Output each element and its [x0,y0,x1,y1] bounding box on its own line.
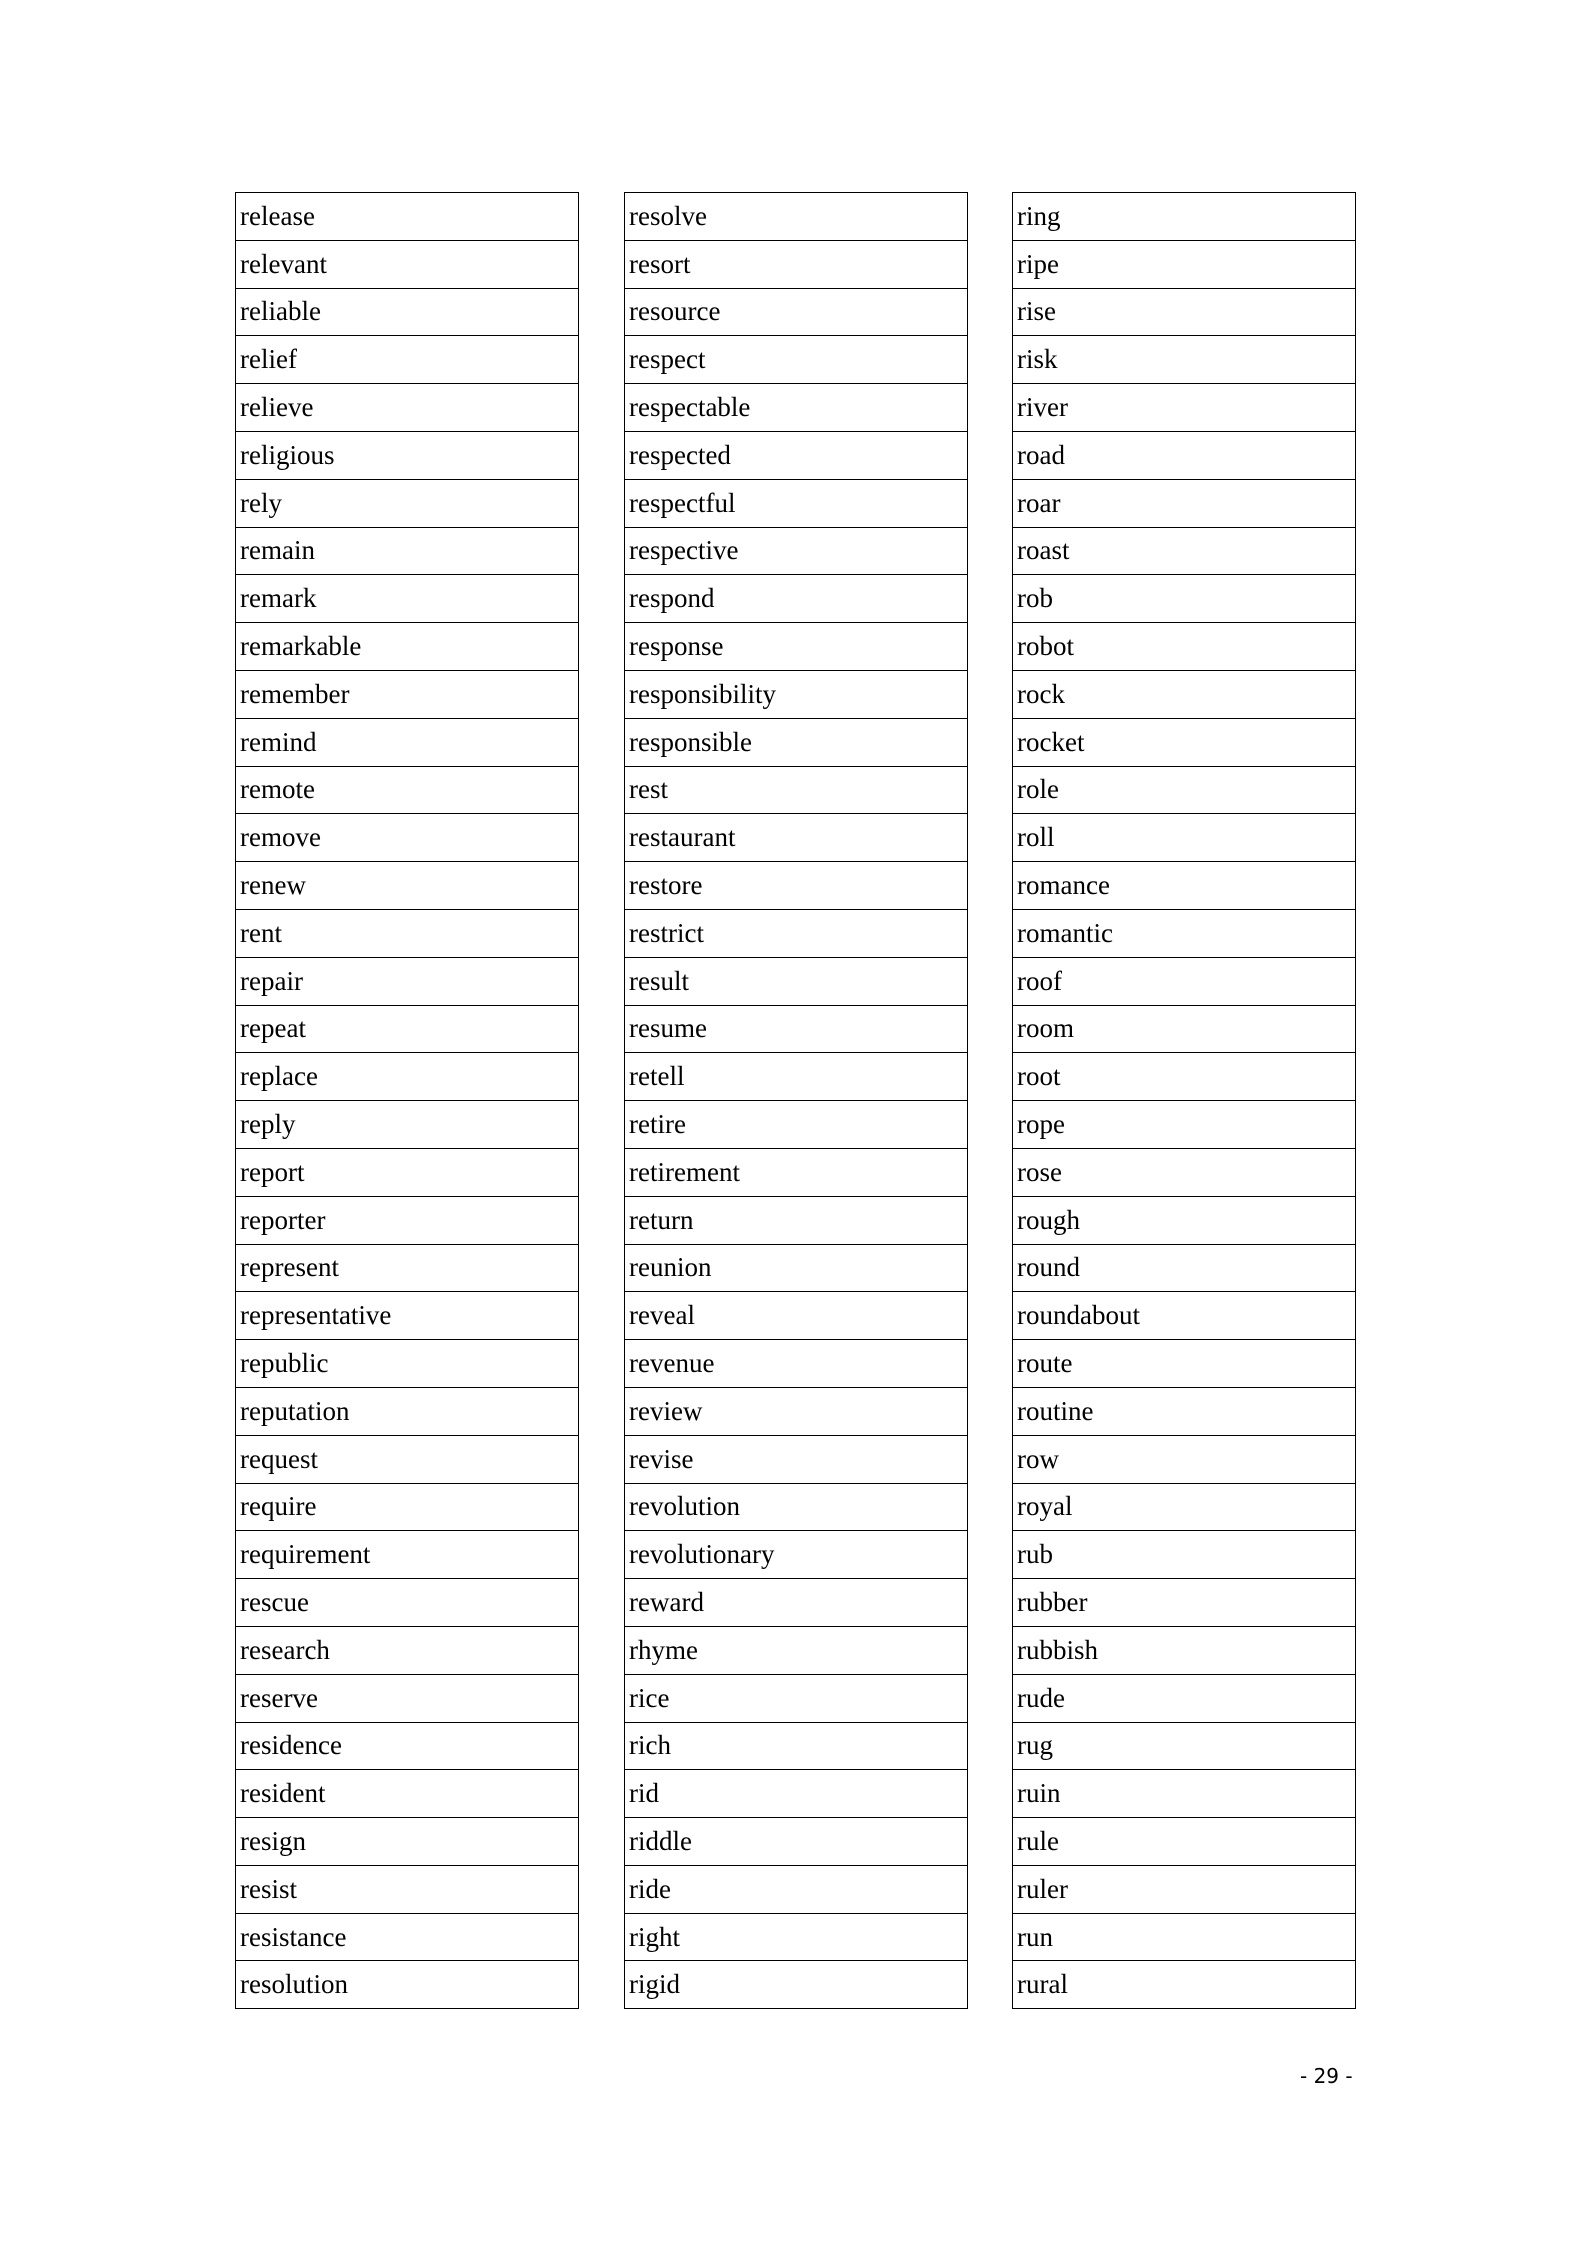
word-cell: require [236,1483,579,1531]
word-row [1013,1196,1356,1244]
word-row [625,814,968,862]
word-row [625,1770,968,1818]
word-cell: rent [236,909,579,957]
word-row [1013,384,1356,432]
word-cell: resume [625,1005,968,1053]
word-cell: rid [625,1770,968,1818]
word-row [625,1005,968,1053]
word-row [1013,1292,1356,1340]
word-cell: roast [1013,527,1356,575]
word-cell: revise [625,1435,968,1483]
word-cell: row [1013,1435,1356,1483]
word-row [236,1961,579,2009]
word-row [236,431,579,479]
word-cell: rob [1013,575,1356,623]
word-row [236,1005,579,1053]
word-row [625,623,968,671]
word-cell: ride [625,1865,968,1913]
word-row [236,1483,579,1531]
word-cell: remind [236,718,579,766]
word-row [625,1148,968,1196]
word-cell: rough [1013,1196,1356,1244]
word-cell: rhyme [625,1626,968,1674]
word-cell: rural [1013,1961,1356,2009]
word-cell: response [625,623,968,671]
word-row [1013,288,1356,336]
word-row [1013,1674,1356,1722]
word-row [1013,670,1356,718]
word-cell: retirement [625,1148,968,1196]
word-cell: reputation [236,1387,579,1435]
word-row [1013,1387,1356,1435]
word-cell: requirement [236,1531,579,1579]
word-cell: resist [236,1865,579,1913]
word-cell: result [625,957,968,1005]
word-cell: revolutionary [625,1531,968,1579]
word-row [625,1196,968,1244]
word-cell: rice [625,1674,968,1722]
word-row [236,1244,579,1292]
word-cell: respond [625,575,968,623]
word-cell: ring [1013,193,1356,241]
word-column-body [625,193,968,2009]
word-row [625,1340,968,1388]
word-row [625,1053,968,1101]
word-cell: rose [1013,1148,1356,1196]
word-cell: rubber [1013,1579,1356,1627]
word-row [1013,909,1356,957]
word-cell: reward [625,1579,968,1627]
word-cell: respective [625,527,968,575]
word-row [236,766,579,814]
word-row [236,384,579,432]
word-cell: robot [1013,623,1356,671]
word-cell: renew [236,862,579,910]
word-cell: research [236,1626,579,1674]
word-cell: republic [236,1340,579,1388]
word-cell: routine [1013,1387,1356,1435]
word-row [1013,240,1356,288]
word-row [625,336,968,384]
word-row [625,670,968,718]
word-cell: rescue [236,1579,579,1627]
word-cell: rigid [625,1961,968,2009]
word-row [236,1196,579,1244]
word-row [236,1435,579,1483]
word-row [625,1435,968,1483]
word-cell: resistance [236,1913,579,1961]
word-row [1013,336,1356,384]
word-cell: report [236,1148,579,1196]
word-column-body [236,193,579,2009]
word-cell: ruin [1013,1770,1356,1818]
word-row [236,909,579,957]
word-row [1013,1770,1356,1818]
word-cell: release [236,193,579,241]
word-cell: rock [1013,670,1356,718]
word-row [625,957,968,1005]
word-cell: rubbish [1013,1626,1356,1674]
word-cell: respectful [625,479,968,527]
word-cell: rub [1013,1531,1356,1579]
word-cell: rest [625,766,968,814]
word-row [1013,1913,1356,1961]
word-cell: restore [625,862,968,910]
word-cell: repeat [236,1005,579,1053]
word-cell: river [1013,384,1356,432]
word-cell: rich [625,1722,968,1770]
word-row [625,1101,968,1149]
word-row [1013,1244,1356,1292]
word-cell: remote [236,766,579,814]
word-row [625,240,968,288]
word-cell: roll [1013,814,1356,862]
word-cell: royal [1013,1483,1356,1531]
word-row [236,1531,579,1579]
word-cell: remarkable [236,623,579,671]
word-row [1013,1053,1356,1101]
word-row [236,718,579,766]
word-cell: respect [625,336,968,384]
word-row [1013,623,1356,671]
word-row [625,479,968,527]
word-row [1013,527,1356,575]
word-column-body [1013,193,1356,2009]
word-cell: restaurant [625,814,968,862]
word-cell: reporter [236,1196,579,1244]
word-cell: residence [236,1722,579,1770]
word-cell: rule [1013,1818,1356,1866]
word-cell: resource [625,288,968,336]
word-row [236,1913,579,1961]
word-cell: resident [236,1770,579,1818]
word-row [1013,1435,1356,1483]
word-row [625,1961,968,2009]
word-row [236,527,579,575]
word-row [1013,1961,1356,2009]
word-row [236,1818,579,1866]
word-cell: romantic [1013,909,1356,957]
word-cell: route [1013,1340,1356,1388]
word-row [1013,431,1356,479]
word-row [236,240,579,288]
word-row [236,1579,579,1627]
word-cell: relief [236,336,579,384]
word-cell: repair [236,957,579,1005]
word-cell: replace [236,1053,579,1101]
word-row [236,479,579,527]
word-cell: represent [236,1244,579,1292]
word-cell: rely [236,479,579,527]
word-row [236,193,579,241]
word-row [1013,1005,1356,1053]
word-row [1013,479,1356,527]
word-row [625,862,968,910]
word-column-3 [1012,192,1356,2009]
word-row [236,1340,579,1388]
word-cell: reunion [625,1244,968,1292]
word-row [236,1053,579,1101]
word-cell: resolution [236,1961,579,2009]
word-row [1013,1818,1356,1866]
word-cell: request [236,1435,579,1483]
word-cell: round [1013,1244,1356,1292]
word-row [236,957,579,1005]
word-row [1013,1865,1356,1913]
word-row [236,814,579,862]
word-row [625,766,968,814]
word-cell: reveal [625,1292,968,1340]
word-column-1 [235,192,579,2009]
word-row [625,1913,968,1961]
word-row [625,1531,968,1579]
word-cell: relieve [236,384,579,432]
word-row [625,1865,968,1913]
word-cell: role [1013,766,1356,814]
word-row [236,1865,579,1913]
word-cell: religious [236,431,579,479]
page-number: - 29 - [1300,2064,1353,2088]
word-cell: ruler [1013,1865,1356,1913]
word-cell: remove [236,814,579,862]
word-row [1013,766,1356,814]
word-cell: rope [1013,1101,1356,1149]
word-cell: room [1013,1005,1356,1053]
word-cell: respectable [625,384,968,432]
word-row [236,1770,579,1818]
word-cell: roof [1013,957,1356,1005]
word-cell: responsible [625,718,968,766]
word-row [1013,1483,1356,1531]
word-row [1013,1626,1356,1674]
word-cell: respected [625,431,968,479]
word-cell: reply [236,1101,579,1149]
word-row [625,1818,968,1866]
word-row [236,1387,579,1435]
word-cell: roundabout [1013,1292,1356,1340]
word-row [1013,1579,1356,1627]
word-row [1013,718,1356,766]
word-row [625,1292,968,1340]
word-row [1013,1722,1356,1770]
word-row [625,527,968,575]
word-cell: relevant [236,240,579,288]
word-cell: root [1013,1053,1356,1101]
word-row [236,1626,579,1674]
word-row [1013,193,1356,241]
word-row [625,718,968,766]
word-row [1013,1148,1356,1196]
word-cell: risk [1013,336,1356,384]
word-cell: revenue [625,1340,968,1388]
word-cell: resign [236,1818,579,1866]
word-row [1013,1531,1356,1579]
word-cell: reserve [236,1674,579,1722]
word-cell: remain [236,527,579,575]
word-row [236,336,579,384]
word-row [1013,814,1356,862]
word-row [236,1101,579,1149]
word-cell: road [1013,431,1356,479]
word-cell: roar [1013,479,1356,527]
word-row [236,575,579,623]
word-row [1013,862,1356,910]
word-cell: rocket [1013,718,1356,766]
word-row [625,1244,968,1292]
word-row [625,431,968,479]
word-cell: retell [625,1053,968,1101]
word-cell: return [625,1196,968,1244]
word-cell: run [1013,1913,1356,1961]
word-row [625,288,968,336]
word-row [625,193,968,241]
word-cell: rise [1013,288,1356,336]
word-cell: retire [625,1101,968,1149]
word-row [625,1387,968,1435]
word-row [625,1626,968,1674]
word-cell: ripe [1013,240,1356,288]
word-cell: romance [1013,862,1356,910]
word-cell: restrict [625,909,968,957]
word-row [625,1674,968,1722]
word-row [1013,575,1356,623]
word-row [236,1674,579,1722]
word-cell: remember [236,670,579,718]
word-row [236,670,579,718]
word-row [236,623,579,671]
word-cell: representative [236,1292,579,1340]
word-cell: riddle [625,1818,968,1866]
word-row [625,1579,968,1627]
word-row [1013,1101,1356,1149]
word-cell: remark [236,575,579,623]
word-cell: resort [625,240,968,288]
word-row [625,384,968,432]
word-column-2 [624,192,968,2009]
word-cell: resolve [625,193,968,241]
word-row [625,575,968,623]
word-row [236,1722,579,1770]
word-cell: rude [1013,1674,1356,1722]
word-row [236,1292,579,1340]
word-row [236,288,579,336]
word-row [625,1483,968,1531]
word-row [1013,957,1356,1005]
word-row [625,1722,968,1770]
word-row [236,862,579,910]
word-row [236,1148,579,1196]
word-cell: right [625,1913,968,1961]
word-cell: review [625,1387,968,1435]
word-row [625,909,968,957]
word-cell: rug [1013,1722,1356,1770]
word-cell: revolution [625,1483,968,1531]
word-row [1013,1340,1356,1388]
word-cell: responsibility [625,670,968,718]
word-cell: reliable [236,288,579,336]
